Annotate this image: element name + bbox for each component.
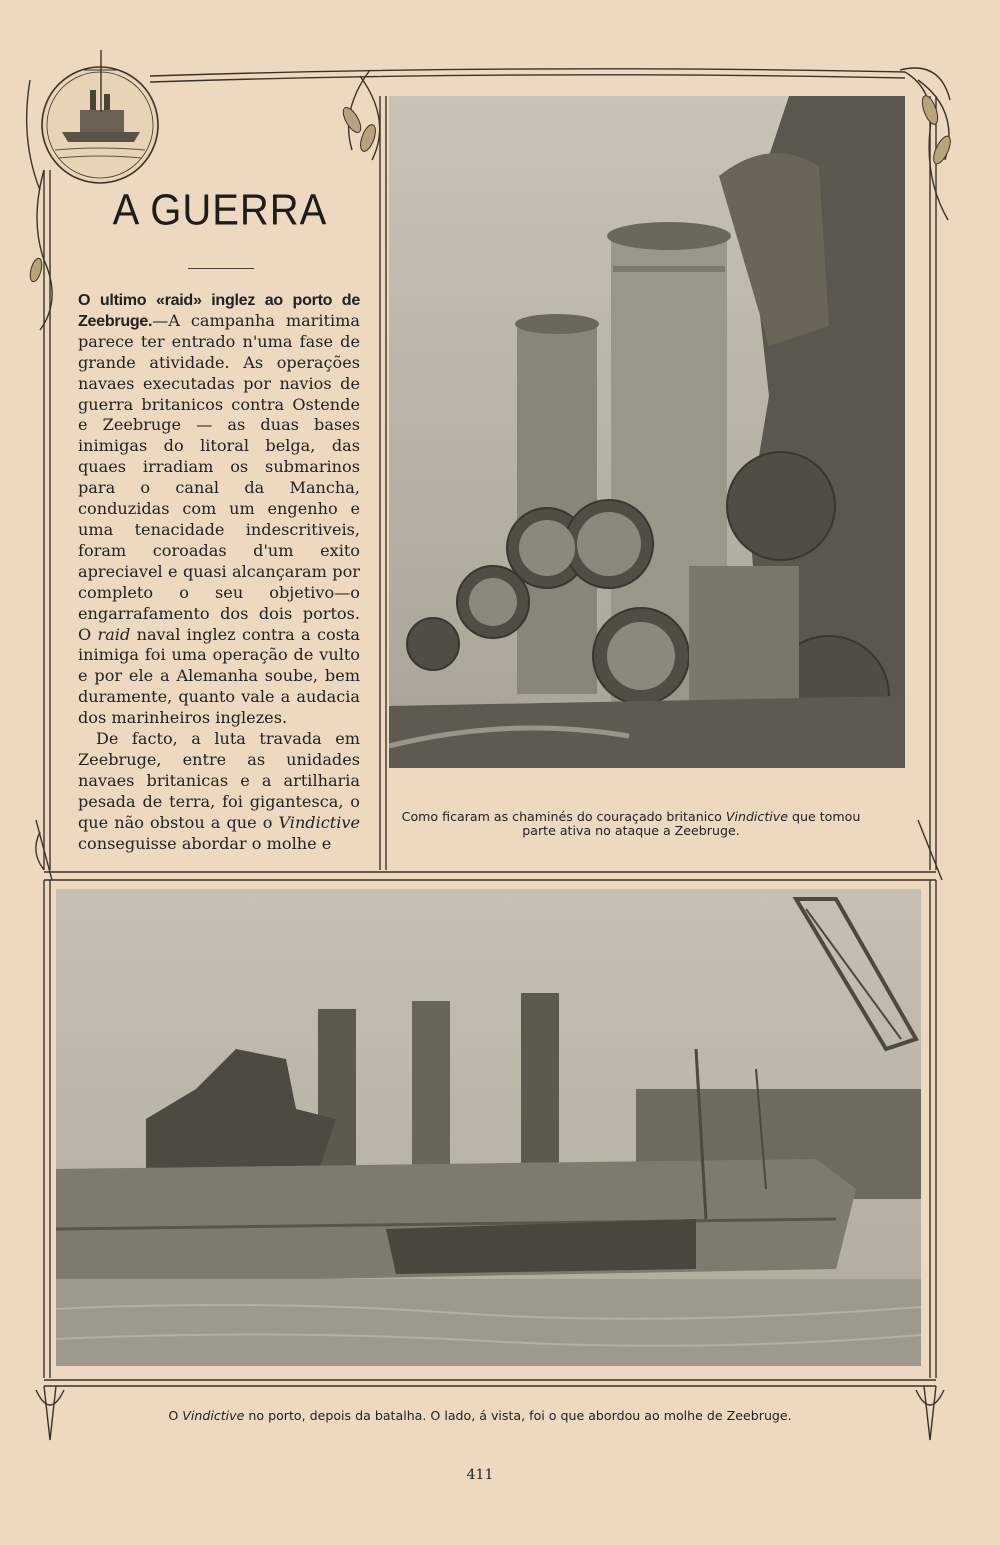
funnels-photo [389, 96, 905, 768]
caption-bottom-end: no porto, depois da batalha. O lado, á vista, foi o que abordou ao molhe de Zeebruge. [244, 1408, 792, 1423]
caption-top-text: Como ficaram as chaminés do couraçado britanico [401, 809, 726, 824]
article-p1-text: —A campanha maritima parece ter entrado n'uma fase de grande atividade. As operações navaes executadas por navios de guerra britanicos contra Ostende e Zeebruge — as duas bases inimigas do litoral belga, das quaes irradiam os submarinos para o canal da Mancha, conduzidas com um engenho e uma tenacidade indescritiveis, foram coroadas d'um exito apreciavel e quasi alcançaram por completo o seu objetivo—o engarrafamento dos dois portos. O [78, 310, 360, 644]
article-p1-end: naval inglez contra a costa inimiga foi uma operação de vulto e por ele a Alemanha soube, bem duramente, quanto vale a audacia dos marinheiros inglezes. [78, 624, 361, 728]
article-p2-end: conseguisse abordar o molhe e [78, 833, 332, 853]
ship-medallion-icon [42, 50, 158, 183]
article-p2-text: De facto, a luta travada em Zeebruge, entre as unidades navaes britanicas e a artilharia pesada de terra, foi gigantesca, o que não obstou a que o [78, 729, 360, 832]
page-number: 411 [466, 1467, 494, 1483]
caption-top-ship-name: Vindictive [725, 809, 788, 824]
caption-funnels [390, 810, 872, 838]
article-paragraph-1 [78, 290, 360, 729]
article-p1-italic: raid [97, 624, 131, 644]
article-p2-italic: Vindictive [278, 812, 360, 832]
title-divider [188, 268, 254, 269]
article-text [78, 290, 360, 854]
caption-bottom-ship-name: Vindictive [182, 1408, 245, 1423]
article-paragraph-2 [78, 729, 360, 854]
article-headline: O ultimo «raid» inglez ao porto de Zeebruge. [78, 291, 360, 330]
caption-top-end: que tomou parte ativa no ataque a Zeebruge. [522, 809, 861, 838]
page-title: A GUERRA [112, 185, 328, 235]
ship-in-port-photo [56, 889, 921, 1366]
caption-bottom-text: O [168, 1408, 183, 1423]
caption-ship-in-port [80, 1409, 880, 1423]
